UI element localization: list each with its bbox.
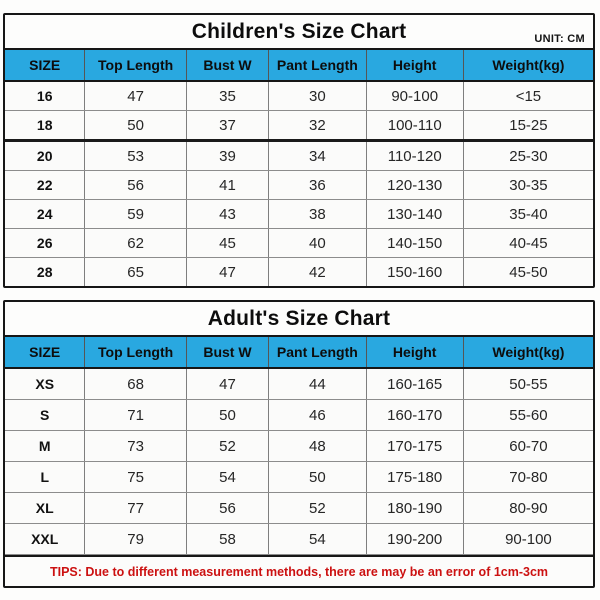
- cell-bust-w: 47: [187, 369, 269, 399]
- table-row: [5, 431, 593, 462]
- table-row: [5, 493, 593, 524]
- table-row: [5, 171, 593, 200]
- cell-weight: 25-30: [509, 147, 548, 165]
- column-header-size: SIZE: [5, 337, 85, 367]
- adult-size-chart-table: [3, 300, 595, 588]
- adult-chart-title: Adult's Size Chart: [207, 306, 391, 330]
- cell-top-length: 50: [85, 111, 186, 139]
- cell-pant-length: 54: [269, 524, 366, 554]
- cell-size: 24: [5, 200, 85, 228]
- tips-footnote-bar: [5, 555, 593, 586]
- table-row: [5, 82, 593, 111]
- cell-pant-length: 52: [269, 493, 366, 523]
- cell-pant-length: 34: [269, 142, 366, 170]
- cell-pant-length: 38: [269, 200, 366, 228]
- cell-bust-w: 52: [187, 431, 269, 461]
- cell-height: 160-165: [367, 369, 464, 399]
- tips-footnote-text: TIPS: Due to different measurement methods, there are may be an error of 1cm-3cm: [49, 564, 549, 579]
- cell-size: 16: [5, 82, 85, 110]
- cell-top-length: 71: [85, 400, 186, 430]
- cell-bust-w: 41: [187, 171, 269, 199]
- column-header-pant-length: Pant Length: [269, 50, 366, 80]
- column-header-height: Height: [367, 337, 464, 367]
- cell-pant-length: 30: [269, 82, 366, 110]
- children-chart-title: Children's Size Chart: [191, 19, 407, 43]
- cell-top-length: 62: [85, 229, 186, 257]
- cell-weight: <15: [515, 87, 542, 105]
- cell-pant-length: 42: [269, 258, 366, 286]
- cell-size: XS: [5, 369, 85, 399]
- children-size-chart-table: [3, 13, 595, 288]
- cell-size: L: [5, 462, 85, 492]
- cell-height: 100-110: [367, 111, 464, 139]
- cell-weight: 60-70: [509, 437, 548, 455]
- cell-pant-length: 40: [269, 229, 366, 257]
- cell-bust-w: 50: [187, 400, 269, 430]
- cell-pant-length: 50: [269, 462, 366, 492]
- cell-pant-length: 48: [269, 431, 366, 461]
- cell-pant-length: 44: [269, 369, 366, 399]
- cell-bust-w: 45: [187, 229, 269, 257]
- cell-pant-length: 32: [269, 111, 366, 139]
- adult-chart-title-bar: [5, 302, 593, 337]
- table-row: [5, 200, 593, 229]
- cell-height: 150-160: [367, 258, 464, 286]
- column-header-bust-w: Bust W: [187, 50, 269, 80]
- cell-top-length: 75: [85, 462, 186, 492]
- cell-bust-w: 56: [187, 493, 269, 523]
- cell-weight: 35-40: [509, 205, 548, 223]
- cell-bust-w: 37: [187, 111, 269, 139]
- cell-weight: 15-25: [509, 116, 548, 134]
- column-header-bust-w: Bust W: [187, 337, 269, 367]
- cell-height: 110-120: [367, 142, 464, 170]
- table-row: [5, 111, 593, 142]
- cell-weight: 50-55: [509, 375, 548, 393]
- children-header-row: [5, 50, 593, 82]
- cell-size: M: [5, 431, 85, 461]
- cell-weight: 55-60: [509, 406, 548, 424]
- cell-weight: 45-50: [509, 263, 548, 281]
- cell-size: 18: [5, 111, 85, 139]
- cell-weight: 40-45: [509, 234, 548, 252]
- cell-weight: 30-35: [509, 176, 548, 194]
- children-chart-title-bar: [5, 15, 593, 50]
- cell-pant-length: 36: [269, 171, 366, 199]
- cell-height: 130-140: [367, 200, 464, 228]
- table-row: [5, 142, 593, 171]
- cell-pant-length: 46: [269, 400, 366, 430]
- cell-height: 180-190: [367, 493, 464, 523]
- cell-top-length: 59: [85, 200, 186, 228]
- cell-height: 190-200: [367, 524, 464, 554]
- cell-size: 22: [5, 171, 85, 199]
- column-header-weight: Weight(kg): [492, 57, 565, 73]
- cell-size: XL: [5, 493, 85, 523]
- unit-label: UNIT: CM: [534, 33, 585, 45]
- column-header-height: Height: [367, 50, 464, 80]
- cell-bust-w: 43: [187, 200, 269, 228]
- cell-height: 170-175: [367, 431, 464, 461]
- column-header-top-length: Top Length: [85, 50, 186, 80]
- cell-size: 26: [5, 229, 85, 257]
- cell-top-length: 79: [85, 524, 186, 554]
- column-header-top-length: Top Length: [85, 337, 186, 367]
- cell-weight: 90-100: [505, 530, 552, 548]
- cell-height: 90-100: [367, 82, 464, 110]
- cell-height: 160-170: [367, 400, 464, 430]
- column-header-weight: Weight(kg): [492, 344, 565, 360]
- table-row: [5, 369, 593, 400]
- table-row: [5, 229, 593, 258]
- table-row: [5, 462, 593, 493]
- cell-weight: 70-80: [509, 468, 548, 486]
- column-header-pant-length: Pant Length: [269, 337, 366, 367]
- column-header-size: SIZE: [5, 50, 85, 80]
- cell-top-length: 56: [85, 171, 186, 199]
- cell-height: 175-180: [367, 462, 464, 492]
- cell-top-length: 73: [85, 431, 186, 461]
- cell-height: 120-130: [367, 171, 464, 199]
- cell-size: XXL: [5, 524, 85, 554]
- cell-top-length: 47: [85, 82, 186, 110]
- cell-bust-w: 54: [187, 462, 269, 492]
- cell-bust-w: 58: [187, 524, 269, 554]
- table-row: [5, 258, 593, 286]
- cell-size: 20: [5, 142, 85, 170]
- cell-bust-w: 35: [187, 82, 269, 110]
- cell-bust-w: 47: [187, 258, 269, 286]
- cell-size: 28: [5, 258, 85, 286]
- cell-top-length: 68: [85, 369, 186, 399]
- cell-top-length: 53: [85, 142, 186, 170]
- cell-bust-w: 39: [187, 142, 269, 170]
- table-row: [5, 400, 593, 431]
- cell-height: 140-150: [367, 229, 464, 257]
- adult-header-row: [5, 337, 593, 369]
- table-row: [5, 524, 593, 555]
- cell-top-length: 65: [85, 258, 186, 286]
- cell-size: S: [5, 400, 85, 430]
- cell-top-length: 77: [85, 493, 186, 523]
- cell-weight: 80-90: [509, 499, 548, 517]
